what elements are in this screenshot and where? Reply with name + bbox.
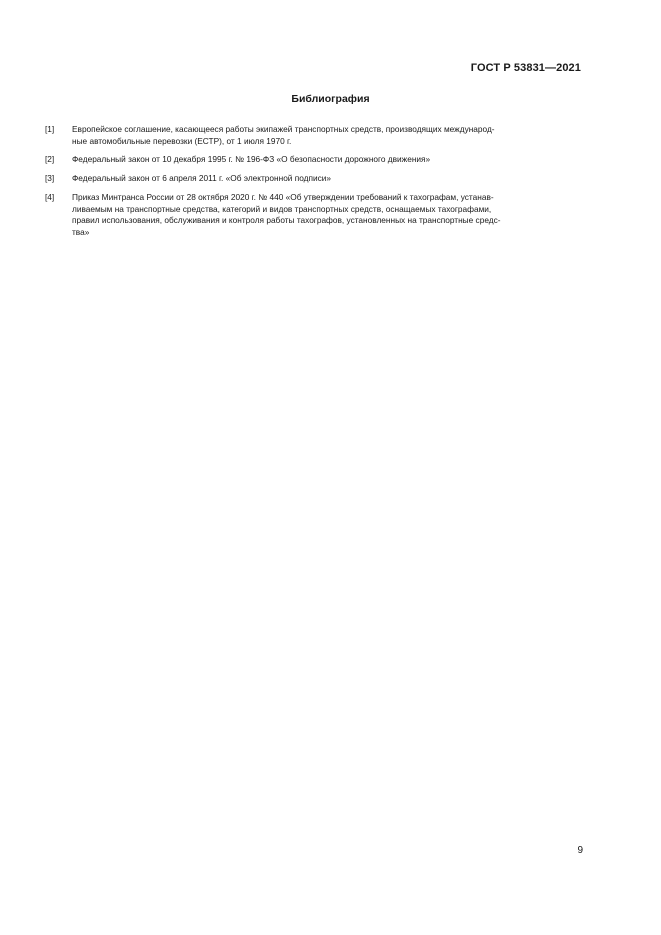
entry-number: [4] [45,191,55,202]
page-number: 9 [577,845,583,856]
bibliography-entry [45,173,581,185]
entry-number: [3] [45,173,55,184]
entry-text [72,173,581,185]
bibliography-title: Библиография [291,93,370,105]
entry-text [72,192,581,239]
entry-line: Федеральный закон от 6 апреля 2011 г. «Об электронной подписи» [72,173,332,184]
bibliography-entry [45,192,581,239]
entry-text [72,154,581,166]
entry-line: ливаемым на транспортные средства, категорий и видов транспортных средств, оснащаемых тахографами, [72,203,492,214]
bibliography-entry [45,154,581,166]
entry-text [72,124,581,147]
entry-line: Федеральный закон от 10 декабря 1995 г. № 196-ФЗ «О безопасности дорожного движения» [72,154,431,165]
entry-number: [1] [45,124,55,134]
entry-line: тва» [72,226,90,237]
entry-line: ные автомобильные перевозки (ЕСТР), от 1 июля 1970 г. [72,135,292,146]
bibliography-list [45,124,581,246]
bibliography-entry [45,124,581,147]
standard-header: ГОСТ Р 53831—2021 [470,62,581,74]
entry-line: Европейское соглашение, касающееся работы экипажей транспортных средств, производящих международ- [72,124,495,134]
entry-line: Приказ Минтранса России от 28 октября 2020 г. № 440 «Об утверждении требований к тахографам, устанав- [72,191,494,202]
entry-line: правил использования, обслуживания и контроля работы тахографов, установленных на транспортные средс- [72,215,501,226]
entry-number: [2] [45,154,55,165]
